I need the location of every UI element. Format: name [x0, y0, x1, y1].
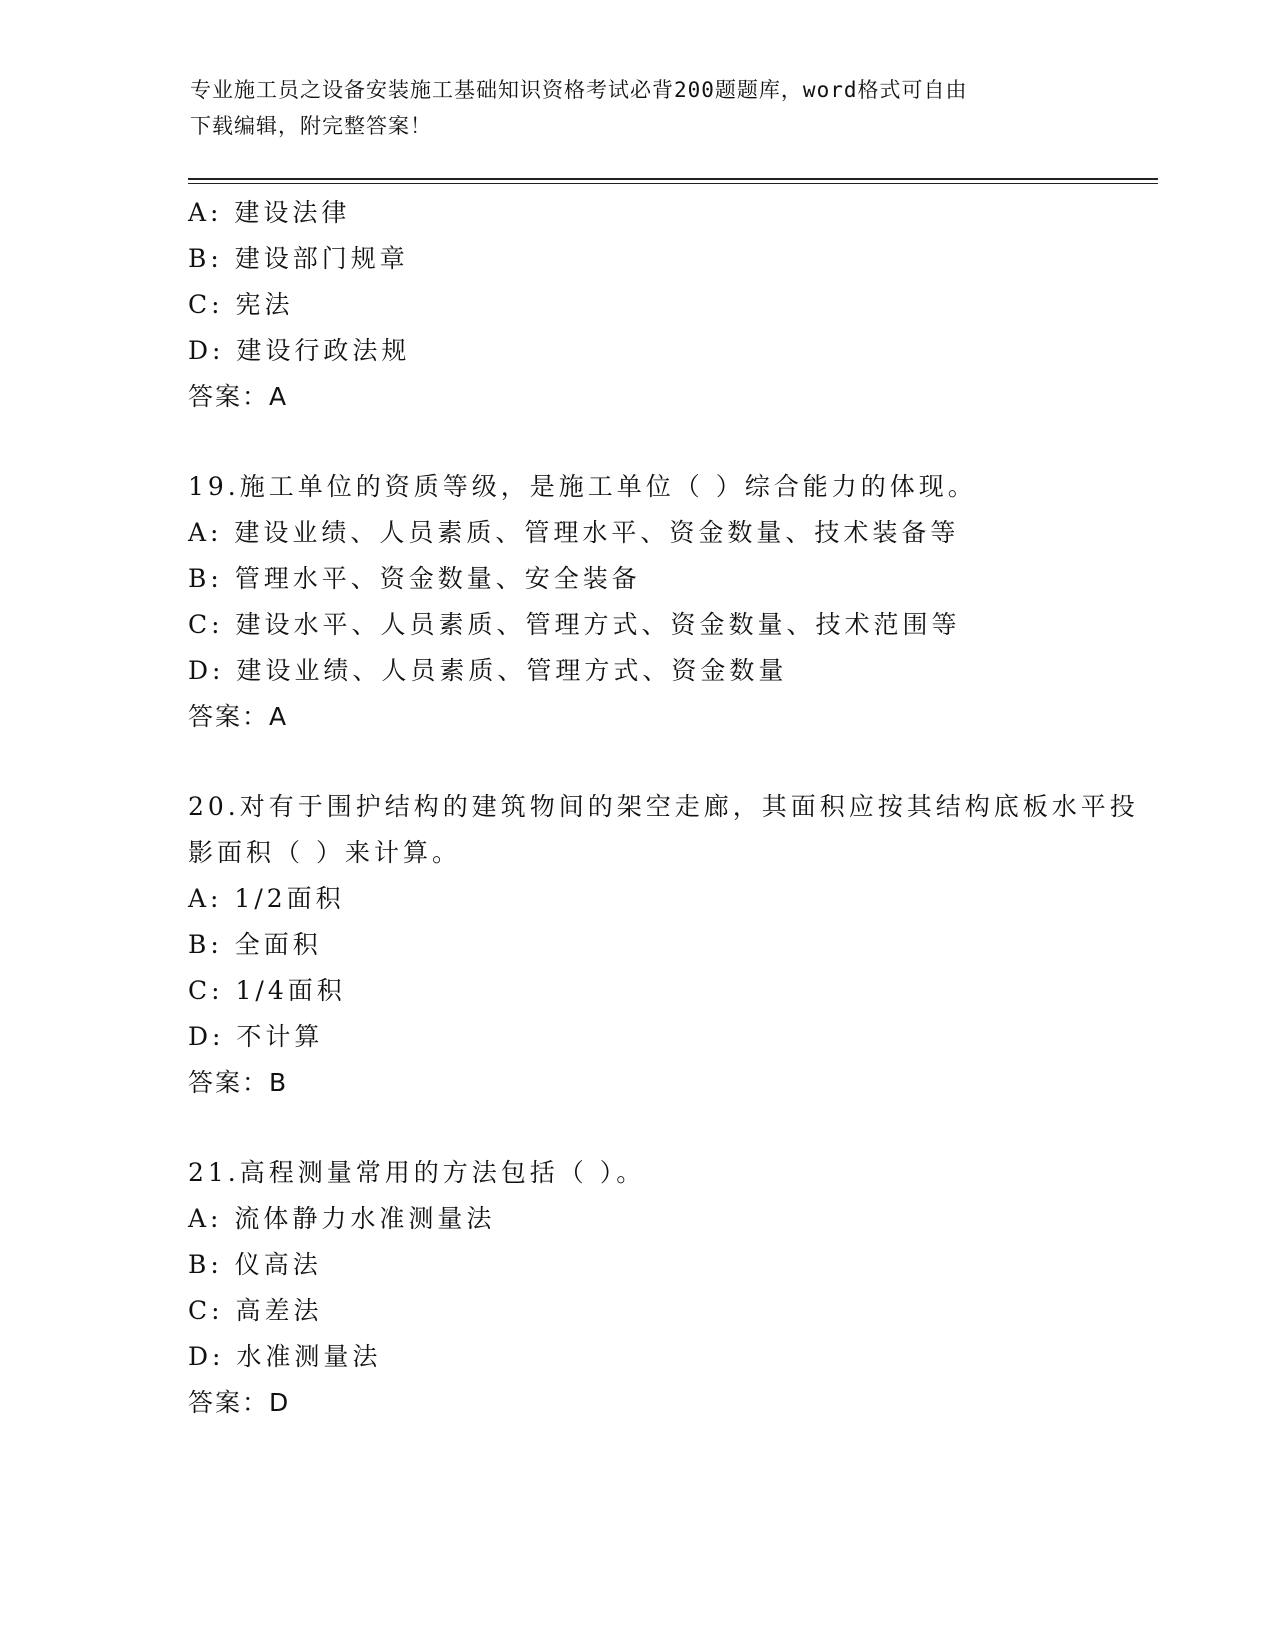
option-a: A: 建设业绩、人员素质、管理水平、资金数量、技术装备等: [188, 518, 960, 547]
option-b: B: 全面积: [188, 930, 322, 959]
option-a: A: 1/2面积: [188, 884, 345, 913]
option-d: D: 不计算: [188, 1022, 324, 1051]
option-b: B: 管理水平、资金数量、安全装备: [188, 564, 641, 593]
question-text: 20.对有于围护结构的建筑物间的架空走廊，其面积应按其结构底板水平投影面积（ ）来计算。: [188, 792, 1139, 867]
question-text: 19.施工单位的资质等级，是施工单位（ ）综合能力的体现。: [188, 472, 977, 501]
question-block-18: [188, 190, 1148, 420]
question-block-19: [188, 464, 1148, 740]
option-b: B: 仪高法: [188, 1250, 322, 1279]
option-c: C: 宪法: [188, 290, 294, 319]
option-c: C: 建设水平、人员素质、管理方式、资金数量、技术范围等: [188, 610, 961, 639]
header-rule-thin: [188, 183, 1158, 184]
question-block-20: [188, 784, 1148, 1106]
header-line-2: 下载编辑，附完整答案！: [190, 114, 432, 138]
option-b: B: 建设部门规章: [188, 244, 409, 273]
header-line-1: 专业施工员之设备安装施工基础知识资格考试必背200题题库，word格式可自由: [190, 78, 968, 102]
answer-line: 答案：A: [188, 382, 289, 411]
question-block-21: [188, 1150, 1148, 1426]
answer-line: 答案：D: [188, 1388, 291, 1417]
option-a: A: 流体静力水准测量法: [188, 1204, 496, 1233]
option-d: D: 建设业绩、人员素质、管理方式、资金数量: [188, 656, 788, 685]
answer-line: 答案：B: [188, 1068, 289, 1097]
option-d: D: 水准测量法: [188, 1342, 382, 1371]
header-rule-thick: [188, 178, 1158, 180]
option-a: A: 建设法律: [188, 198, 351, 227]
page-header: [190, 72, 1090, 144]
answer-line: 答案：A: [188, 702, 289, 731]
question-list: [188, 190, 1148, 1426]
option-c: C: 高差法: [188, 1296, 323, 1325]
option-d: D: 建设行政法规: [188, 336, 411, 365]
option-c: C: 1/4面积: [188, 976, 346, 1005]
question-text: 21.高程测量常用的方法包括（ ）。: [188, 1158, 646, 1187]
